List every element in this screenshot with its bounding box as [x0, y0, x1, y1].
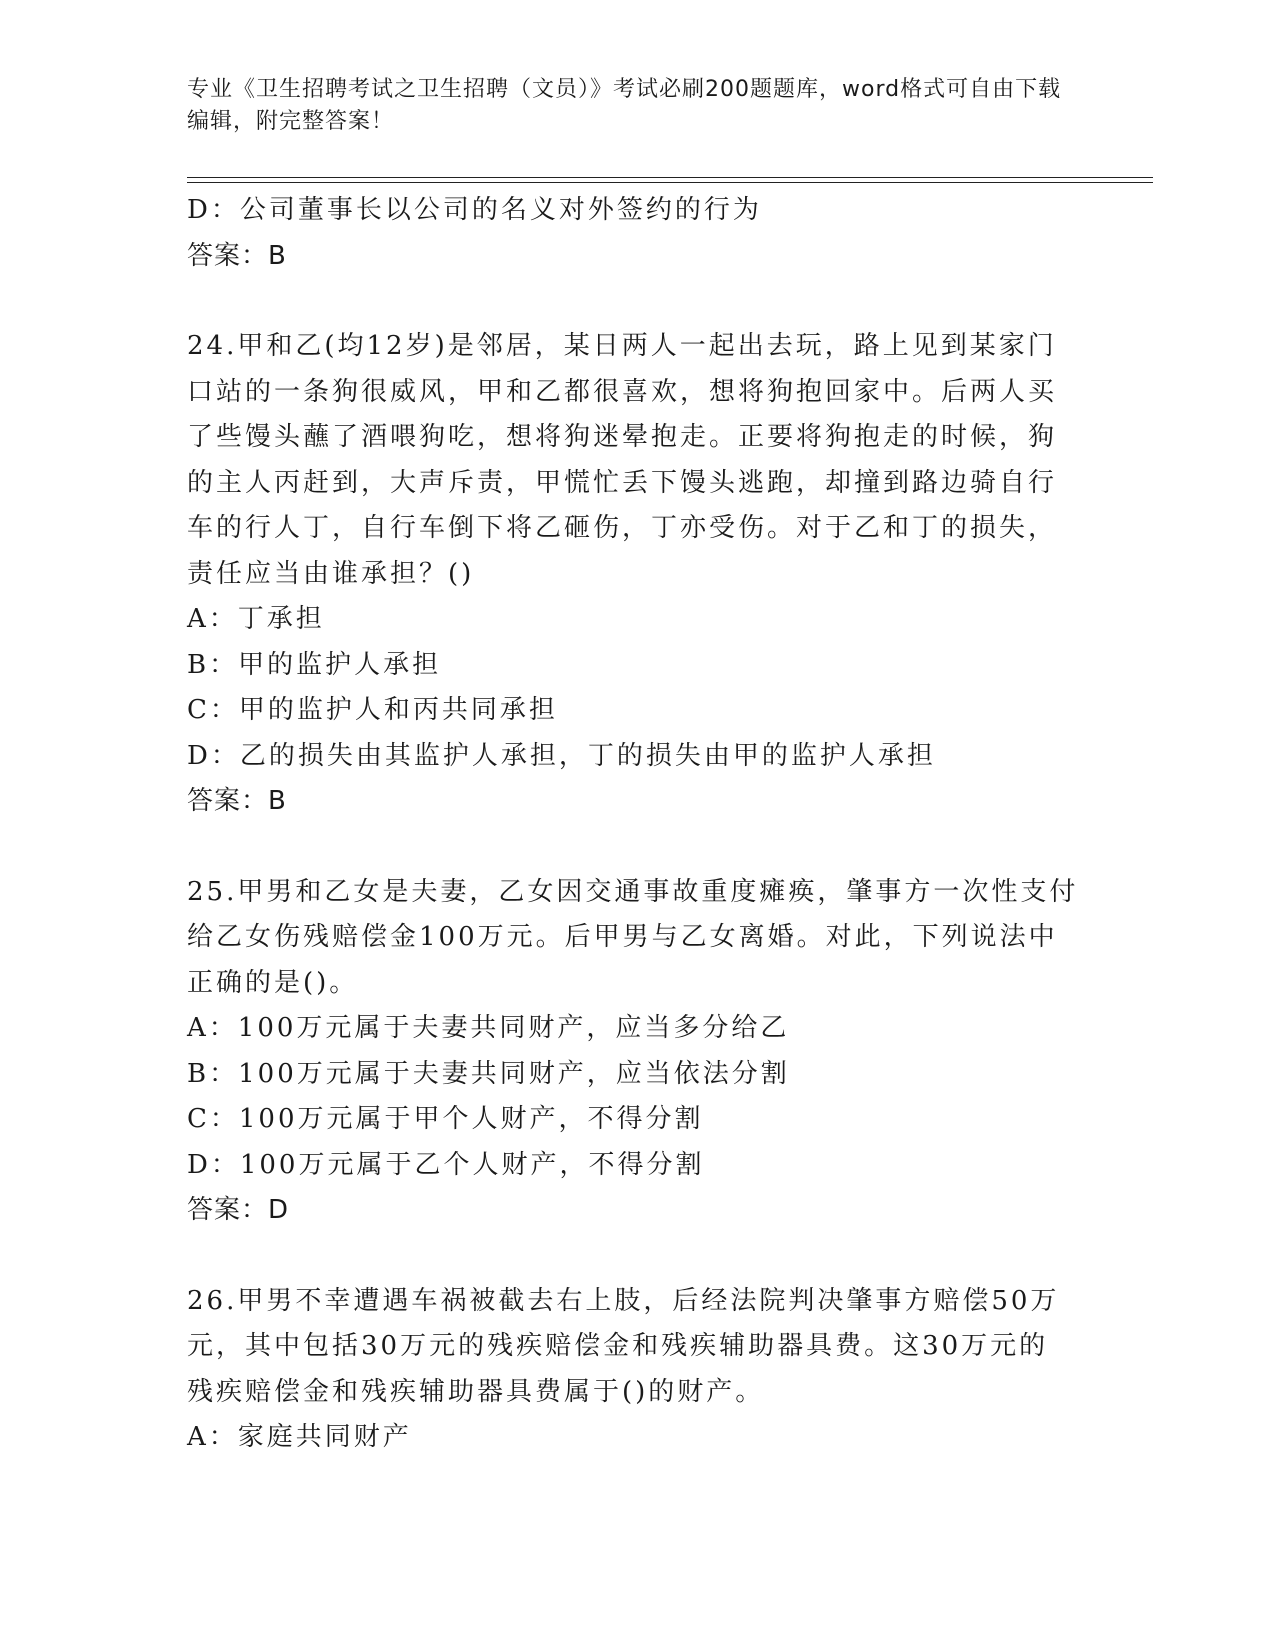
answer-line: 答案：B [187, 786, 287, 816]
option-b: B：甲的监护人承担 [187, 649, 442, 680]
question-stem-line: 的主人丙赶到，大声斥责，甲慌忙丢下馒头逃跑，却撞到路边骑自行 [187, 467, 1058, 498]
question-stem-line: 残疾赔偿金和残疾辅助器具费属于()的财产。 [187, 1376, 765, 1407]
question-25 [187, 870, 1079, 1234]
header-divider-bottom [187, 182, 1153, 183]
document-body [187, 188, 1079, 1461]
header-divider-top [187, 177, 1153, 178]
option-d: D：乙的损失由其监护人承担，丁的损失由甲的监护人承担 [187, 740, 936, 771]
question-stem-line: 车的行人丁，自行车倒下将乙砸伤，丁亦受伤。对于乙和丁的损失， [187, 513, 1058, 543]
answer-line: 答案：D [187, 1195, 290, 1225]
question-stem-line: 正确的是()。 [187, 967, 359, 998]
question-stem-line: 元，其中包括30万元的残疾赔偿金和残疾辅助器具费。这30万元的 [187, 1331, 1049, 1361]
option-c: C：甲的监护人和丙共同承担 [187, 695, 558, 725]
question-24 [187, 324, 1067, 825]
option-d: D：100万元属于乙个人财产，不得分割 [187, 1149, 705, 1180]
option-a: A：丁承担 [187, 604, 325, 634]
question-stem-line: 口站的一条狗很威风，甲和乙都很喜欢，想将狗抱回家中。后两人买 [187, 376, 1058, 407]
question-stem-line: 24.甲和乙(均12岁)是邻居，某日两人一起出去玩，路上见到某家门 [187, 331, 1057, 361]
question-26 [187, 1279, 1067, 1461]
option-c: C：100万元属于甲个人财产，不得分割 [187, 1104, 704, 1134]
option-a: A：100万元属于夫妻共同财产，应当多分给乙 [187, 1013, 790, 1043]
answer-line: 答案：B [187, 240, 287, 271]
option-d: D：公司董事长以公司的名义对外签约的行为 [187, 195, 762, 225]
question-stem-line: 责任应当由谁承担？() [187, 558, 475, 589]
option-b: B：100万元属于夫妻共同财产，应当依法分割 [187, 1058, 790, 1089]
page-header: 专业《卫生招聘考试之卫生招聘（文员）》考试必刷200题题库，word格式可自由下载编辑，附完整答案！ [187, 77, 1062, 134]
question-stem-line: 给乙女伤残赔偿金100万元。后甲男与乙女离婚。对此，下列说法中 [187, 922, 1058, 952]
question-stem-line: 25.甲男和乙女是夫妻，乙女因交通事故重度瘫痪，肇事方一次性支付 [187, 876, 1079, 907]
question-stem-line: 了些馒头蘸了酒喂狗吃，想将狗迷晕抱走。正要将狗抱走的时候，狗 [187, 422, 1058, 452]
question-stem-line: 26.甲男不幸遭遇车祸被截去右上肢，后经法院判决肇事方赔偿50万 [187, 1285, 1060, 1316]
option-a: A：家庭共同财产 [187, 1422, 412, 1452]
